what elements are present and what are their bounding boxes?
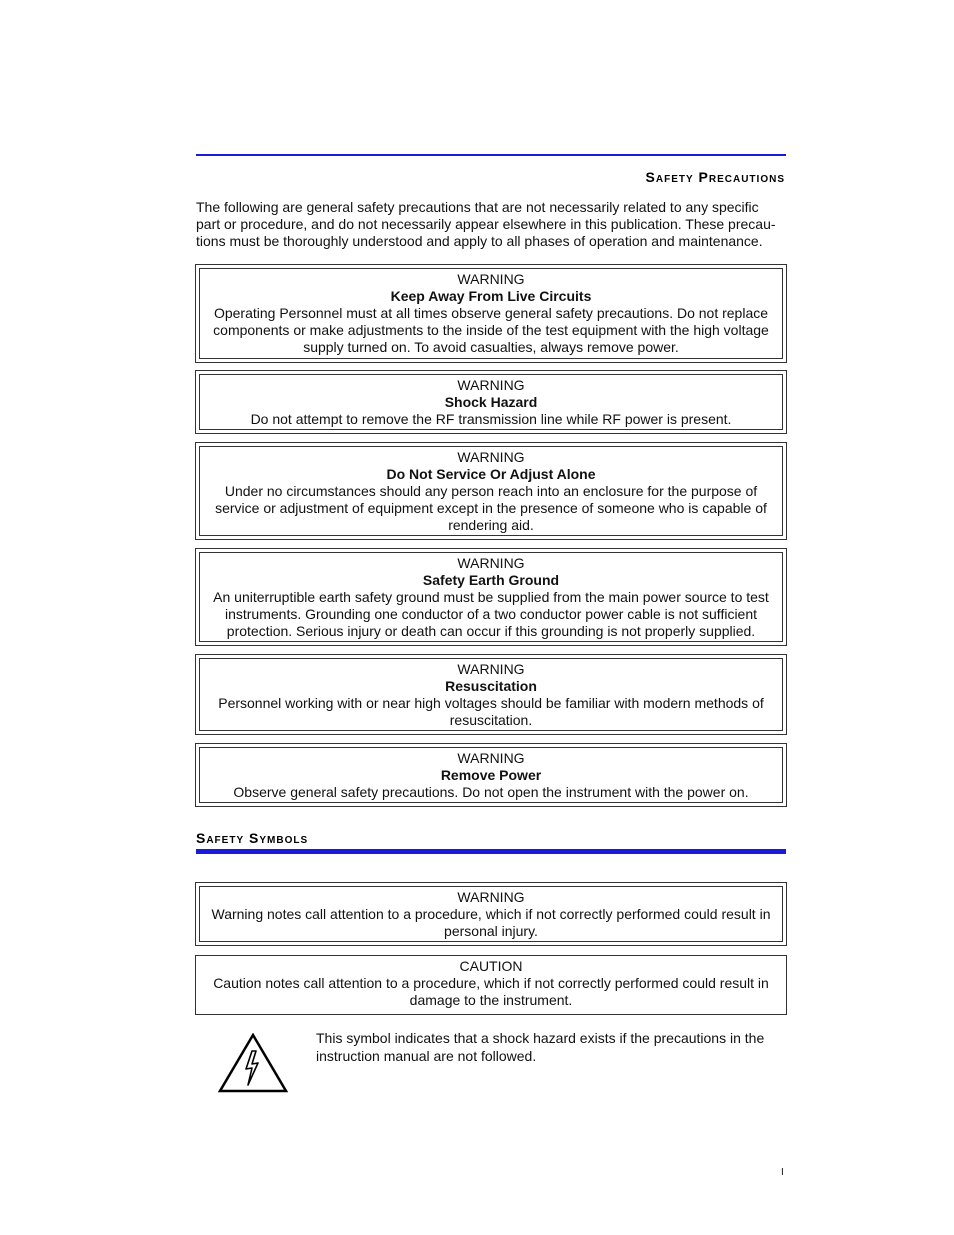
- warning-text: An uniterruptible earth safety ground must be supplied from the main power source to test instruments. Grounding one conductor of a two conductor power cable is not sufficient protection. Serious injury or death can occur if this grounding is not properly supplied.: [213, 589, 769, 639]
- warning-box-live-circuits: [195, 264, 787, 363]
- caution-note-box: [195, 955, 787, 1015]
- warning-note-box: [195, 882, 787, 946]
- warning-label: WARNING: [457, 377, 525, 393]
- caution-note-label: CAUTION: [459, 958, 523, 974]
- warning-box-shock-hazard: [195, 370, 787, 434]
- warning-text: Observe general safety precautions. Do not open the instrument with the power on.: [233, 784, 749, 800]
- warning-note-text: Warning notes call attention to a procedure, which if not correctly performed could result in personal injury.: [211, 906, 771, 939]
- caution-note-text: Caution notes call attention to a procedure, which if not correctly performed could result in damage to the instrument.: [213, 975, 769, 1008]
- top-rule: [196, 154, 786, 156]
- warning-title: Remove Power: [440, 767, 542, 783]
- intro-paragraph: The following are general safety precautions that are not necessarily related to any specific part or procedure, and do not necessarily appear elsewhere in this publication. These precau-tions must be thoroughly understood and apply to all phases of operation and maintenance.: [196, 199, 776, 249]
- page-number: I: [781, 1167, 784, 1178]
- warning-label: WARNING: [457, 750, 525, 766]
- warning-box-service-alone: [195, 442, 787, 540]
- high-voltage-triangle-icon: [218, 1033, 288, 1093]
- warning-title: Resuscitation: [445, 678, 537, 694]
- warning-text: Operating Personnel must at all times observe general safety precautions. Do not replace components or make adjustments to the inside of the test equipment with the high voltage supply turned on. To avoid casualties, always remove power.: [213, 305, 769, 355]
- warning-label: WARNING: [457, 661, 525, 677]
- warning-title: Safety Earth Ground: [422, 572, 560, 588]
- section-title-safety-precautions: Safety Precautions: [645, 169, 785, 185]
- warning-title: Do Not Service Or Adjust Alone: [386, 466, 596, 482]
- warning-title: Shock Hazard: [444, 394, 538, 410]
- warning-text: Do not attempt to remove the RF transmission line while RF power is present.: [250, 411, 732, 427]
- warning-note-label: WARNING: [457, 889, 525, 905]
- warning-text: Under no circumstances should any person reach into an enclosure for the purpose of service or adjustment of equipment except in the presence of someone who is capable of rendering aid.: [215, 483, 767, 533]
- warning-label: WARNING: [457, 271, 525, 287]
- shock-symbol-description: This symbol indicates that a shock hazard exists if the precautions in the instruction manual are not followed.: [316, 1030, 765, 1064]
- warning-label: WARNING: [457, 449, 525, 465]
- warning-box-remove-power: [195, 743, 787, 807]
- section-title-safety-symbols: Safety Symbols: [196, 830, 309, 846]
- warning-label: WARNING: [457, 555, 525, 571]
- section-rule: [196, 849, 786, 854]
- warning-text: Personnel working with or near high voltages should be familiar with modern methods of resuscitation.: [218, 695, 764, 728]
- warning-box-earth-ground: [195, 548, 787, 646]
- warning-title: Keep Away From Live Circuits: [390, 288, 592, 304]
- warning-box-resuscitation: [195, 654, 787, 735]
